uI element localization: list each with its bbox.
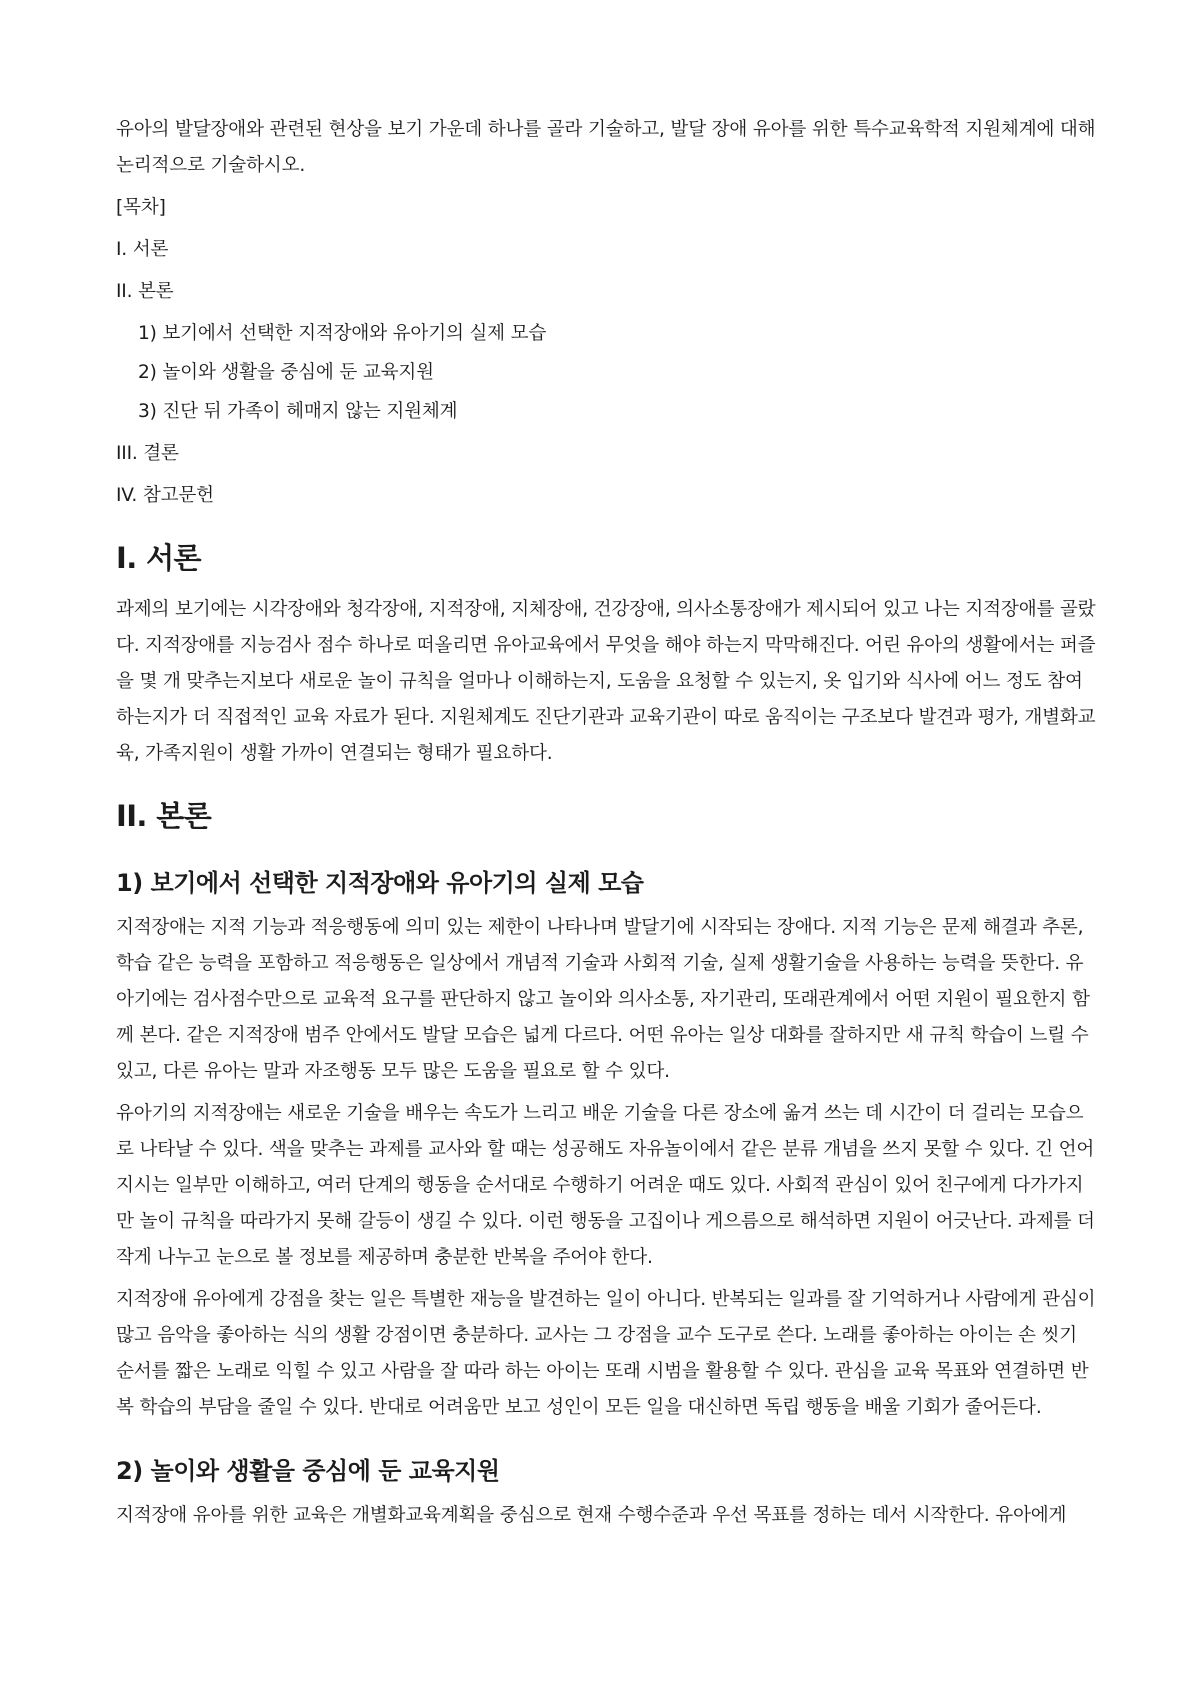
toc-item-intro: I. 서론: [116, 239, 169, 260]
intro-paragraph: 과제의 보기에는 시각장애와 청각장애, 지적장애, 지체장애, 건강장애, 의사소통장애가 제시되어 있고 나는 지적장애를 골랐다. 지적장애를 지능검사 점수 하나로 떠올리면 유아교육에서 무엇을 해야 하는지 막막해진다. 어린 유아의 생활에서는 퍼즐을 몇 개 맞추는지보다 새로운 놀이 규칙을 얼마나 이해하는지, 도움을 요청할 수 있는지, 옷 입기와 식사에 어느 정도 참여하는지가 더 직접적인 교육 자료가 된다. 지원체계도 진단기관과 교육기관이 따로 움직이는 구조보다 발견과 평가, 개별화교육, 가족지원이 생활 가까이 연결되는 형태가 필요하다.: [116, 599, 1096, 764]
assignment-prompt: 유아의 발달장애와 관련된 현상을 보기 가운데 하나를 골라 기술하고, 발달 장애 유아를 위한 특수교육학적 지원체계에 대해 논리적으로 기술하시오.: [116, 119, 1096, 176]
toc-item-body-1: 1) 보기에서 선택한 지적장애와 유아기의 실제 모습: [138, 323, 547, 344]
table-of-contents: [116, 232, 1096, 514]
body-1-paragraph: 지적장애는 지적 기능과 적응행동에 의미 있는 제한이 나타나며 발달기에 시작되는 장애다. 지적 기능은 문제 해결과 추론, 학습 같은 능력을 포함하고 적응행동은 일상에서 개념적 기술과 사회적 기술, 실제 생활기술을 사용하는 능력을 뜻한다. 유아기에는 검사점수만으로 교육적 요구를 판단하지 않고 놀이와 의사소통, 자기관리, 또래관계에서 어떤 지원이 필요한지 함께 본다. 같은 지적장애 범주 안에서도 발달 모습은 넓게 다르다. 어떤 유아는 일상 대화를 잘하지만 새 규칙 학습이 느릴 수 있고, 다른 유아는 말과 자조행동 모두 많은 도움을 필요로 할 수 있다.: [116, 917, 1090, 1082]
section-title-intro: I. 서론: [116, 541, 201, 575]
subsection-title-2: 2) 놀이와 생활을 중심에 둔 교육지원: [116, 1457, 500, 1485]
toc-heading: [목차]: [116, 197, 166, 218]
toc-item-conclusion: III. 결론: [116, 443, 179, 464]
section-title-body: II. 본론: [116, 799, 212, 833]
body-1-paragraph: 지적장애 유아에게 강점을 찾는 일은 특별한 재능을 발견하는 일이 아니다. 반복되는 일과를 잘 기억하거나 사람에게 관심이 많고 음악을 좋아하는 식의 생활 강점이면 충분하다. 교사는 그 강점을 교수 도구로 쓴다. 노래를 좋아하는 아이는 손 씻기 순서를 짧은 노래로 익힐 수 있고 사람을 잘 따라 하는 아이는 또래 시범을 활용할 수 있다. 관심을 교육 목표와 연결하면 반복 학습의 부담을 줄일 수 있다. 반대로 어려움만 보고 성인이 모든 일을 대신하면 독립 행동을 배울 기회가 줄어든다.: [116, 1289, 1096, 1418]
subsection-title-1: 1) 보기에서 선택한 지적장애와 유아기의 실제 모습: [116, 869, 644, 897]
toc-item-body: II. 본론: [116, 281, 174, 302]
toc-item-references: IV. 참고문헌: [116, 485, 214, 506]
toc-item-body-3: 3) 진단 뒤 가족이 헤매지 않는 지원체계: [138, 401, 458, 422]
toc-item-body-2: 2) 놀이와 생활을 중심에 둔 교육지원: [138, 362, 434, 383]
body-2-paragraph: 지적장애 유아를 위한 교육은 개별화교육계획을 중심으로 현재 수행수준과 우선 목표를 정하는 데서 시작한다. 유아에게: [116, 1505, 1067, 1526]
body-1-paragraph: 유아기의 지적장애는 새로운 기술을 배우는 속도가 느리고 배운 기술을 다른 장소에 옮겨 쓰는 데 시간이 더 걸리는 모습으로 나타날 수 있다. 색을 맞추는 과제를 교사와 할 때는 성공해도 자유놀이에서 같은 분류 개념을 쓰지 못할 수 있다. 긴 언어 지시는 일부만 이해하고, 여러 단계의 행동을 순서대로 수행하기 어려운 때도 있다. 사회적 관심이 있어 친구에게 다가가지만 놀이 규칙을 따라가지 못해 갈등이 생길 수 있다. 이런 행동을 고집이나 게으름으로 해석하면 지원이 어긋난다. 과제를 더 작게 나누고 눈으로 볼 정보를 제공하며 충분한 반복을 주어야 한다.: [116, 1103, 1095, 1268]
